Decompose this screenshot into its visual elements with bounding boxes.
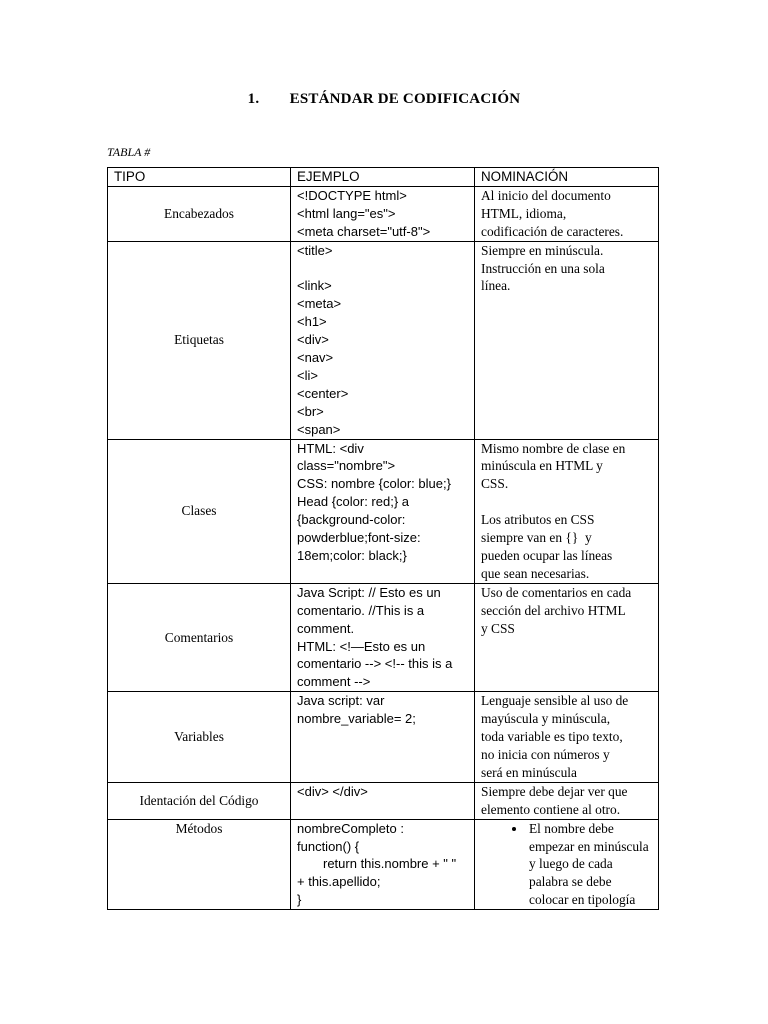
text-line: function() { <box>297 838 360 854</box>
cell-tipo: Identación del Código <box>108 782 291 819</box>
bullet-item: • El nombre debe empezar en minúscula y luego de cada palabra se debe colocar en tipología <box>527 820 653 910</box>
text-line: + this.apellido; <box>297 874 381 890</box>
text-line: minúscula en HTML y <box>481 458 603 474</box>
text-line: <html lang="es"> <box>297 205 396 221</box>
cell-nominacion <box>475 439 659 583</box>
header-ejemplo: EJEMPLO <box>291 168 475 187</box>
text-line: pueden ocupar las líneas <box>481 548 613 563</box>
text-line: Head {color: red;} a <box>297 494 410 510</box>
text-line: y CSS <box>481 620 515 636</box>
table-row <box>108 583 659 691</box>
cell-ejemplo <box>291 819 475 910</box>
text-line: <center> <box>297 385 349 401</box>
cell-ejemplo <box>291 782 475 819</box>
text-line: elemento contiene al otro. <box>481 801 621 817</box>
text-line: que sean necesarias. <box>481 565 590 581</box>
text-line: <div> <box>297 332 329 348</box>
table-row <box>108 439 659 583</box>
header-tipo: TIPO <box>108 168 291 187</box>
table-row <box>108 819 659 910</box>
section-heading <box>0 91 768 108</box>
table-row <box>108 186 659 241</box>
text-line: <link> <box>297 278 332 294</box>
text-line: Java Script: // Esto es un <box>297 584 441 600</box>
text-line: <li> <box>297 367 318 383</box>
text-line: codificación de caracteres. <box>481 223 624 239</box>
cell-ejemplo <box>291 241 475 439</box>
text-line: Los atributos en CSS <box>481 512 595 528</box>
cell-tipo: Etiquetas <box>108 241 291 439</box>
text-line: será en minúscula <box>481 764 577 780</box>
table-header-row <box>108 168 659 187</box>
text-line: siempre van en {} y <box>481 530 592 546</box>
cell-nominacion <box>475 186 659 241</box>
text-line: CSS. <box>481 476 509 492</box>
text-line: <h1> <box>297 314 327 330</box>
cell-nominacion <box>475 692 659 783</box>
text-line: <div> </div> <box>297 783 368 799</box>
table-row <box>108 692 659 783</box>
cell-tipo: Métodos <box>108 819 291 910</box>
text-line: comentario. //This is a <box>297 602 425 618</box>
coding-standard-table <box>107 167 659 910</box>
text-line: <span> <box>297 421 341 437</box>
cell-tipo: Variables <box>108 692 291 783</box>
table-caption: TABLA # <box>107 145 151 159</box>
indented-code-line: return this.nombre + " " <box>323 856 457 872</box>
cell-tipo: Encabezados <box>108 186 291 241</box>
cell-tipo: Clases <box>108 439 291 583</box>
text-line: HTML, idioma, <box>481 205 567 221</box>
text-line: <br> <box>297 403 324 419</box>
text-line: powderblue;font-size: <box>297 530 421 546</box>
text-line: comentario --> <!-- this is a <box>297 656 453 672</box>
text-line: comment. <box>297 620 355 636</box>
text-line: Al inicio del documento <box>481 187 611 203</box>
section-title: ESTÁNDAR DE CODIFICACIÓN <box>289 91 521 107</box>
text-line: 18em;color: black;} <box>297 548 407 564</box>
blank-line <box>297 260 469 278</box>
cell-nominacion <box>475 819 659 910</box>
text-line: mayúscula y minúscula, <box>481 711 611 727</box>
cell-nominacion <box>475 782 659 819</box>
cell-nominacion <box>475 583 659 691</box>
bullet-list <box>481 820 653 910</box>
text-line: <meta charset="utf-8"> <box>297 223 431 239</box>
table-row <box>108 241 659 439</box>
text-line: CSS: nombre {color: blue;} <box>297 476 451 492</box>
text-line: toda variable es tipo texto, <box>481 729 623 745</box>
text-line: Mismo nombre de clase en <box>481 440 626 456</box>
text-line: class="nombre"> <box>297 458 396 474</box>
text-line: HTML: <div <box>297 440 364 456</box>
text-line: } <box>297 892 302 908</box>
blank-line <box>481 493 653 511</box>
text-line: línea. <box>481 278 511 294</box>
text-line: nombre_variable= 2; <box>297 711 416 727</box>
table-row <box>108 782 659 819</box>
text-line: Instrucción en una sola <box>481 260 605 276</box>
cell-ejemplo <box>291 583 475 691</box>
text-line: sección del archivo HTML <box>481 602 626 618</box>
cell-tipo: Comentarios <box>108 583 291 691</box>
cell-ejemplo <box>291 692 475 783</box>
text-line: HTML: <!—Esto es un <box>297 638 426 654</box>
cell-ejemplo <box>291 186 475 241</box>
text-line: Java script: var <box>297 693 385 709</box>
text-line: <meta> <box>297 296 342 312</box>
text-line: {background-color: <box>297 512 406 528</box>
text-line: Uso de comentarios en cada <box>481 584 632 600</box>
text-line: Siempre debe dejar ver que <box>481 783 628 799</box>
cell-ejemplo <box>291 439 475 583</box>
text-line: nombreCompleto : <box>297 820 404 836</box>
text-line: Siempre en minúscula. <box>481 242 604 258</box>
text-line: Lenguaje sensible al uso de <box>481 693 629 709</box>
text-line: <title> <box>297 242 333 258</box>
cell-nominacion <box>475 241 659 439</box>
text-line: <!DOCTYPE html> <box>297 187 407 203</box>
text-line: <nav> <box>297 350 334 366</box>
text-line: no inicia con números y <box>481 746 610 762</box>
section-number: 1. <box>247 91 260 107</box>
header-nominacion: NOMINACIÓN <box>475 168 659 187</box>
text-line: comment --> <box>297 674 371 690</box>
